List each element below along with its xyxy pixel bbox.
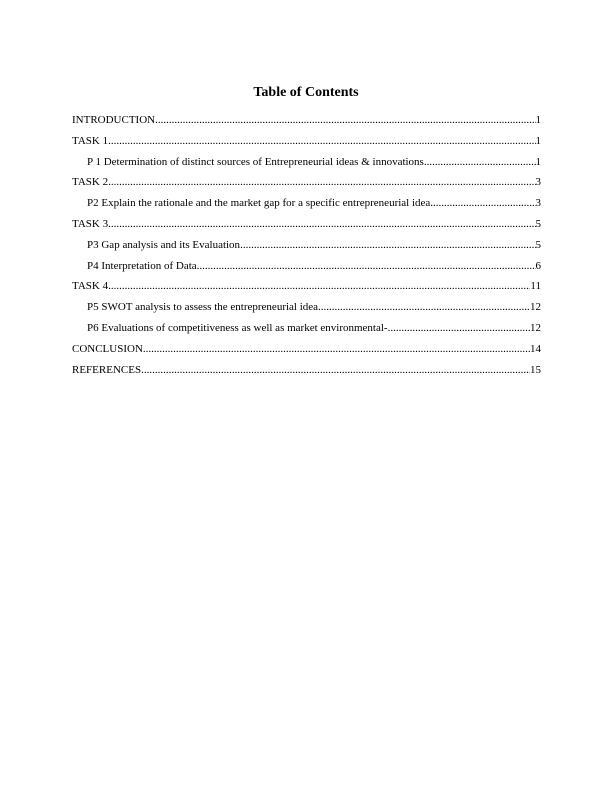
toc-dot-leader [108,175,535,189]
toc-entry-label: P3 Gap analysis and its Evaluation [87,238,241,251]
toc-entry-page: 11 [530,280,541,293]
toc-entry-label: TASK 3 [72,217,109,230]
toc-entry-page: 12 [530,321,541,334]
toc-dot-leader [318,300,530,314]
toc-entry-page: 12 [530,301,541,314]
toc-entry-task-4[interactable] [72,279,541,300]
toc-entry-label: CONCLUSION [72,342,143,355]
toc-entry-label: P5 SWOT analysis to assess the entrepreneurial idea [87,301,319,314]
toc-entry-page: 5 [535,238,541,251]
toc-entry-label: P2 Explain the rationale and the market gap for a specific entrepreneurial idea [87,197,431,210]
toc-entry-p2[interactable] [72,196,541,217]
toc-title: Table of Contents [253,85,359,100]
toc-entry-references[interactable] [72,363,541,384]
toc-dot-leader [108,279,530,293]
toc-entry-page: 3 [535,176,541,189]
toc-entry-page: 15 [530,363,541,376]
toc-entry-label: P 1 Determination of distinct sources of Entrepreneurial ideas & innovations [87,155,424,168]
toc-entry-task-3[interactable] [72,217,541,238]
toc-entry-p5[interactable] [72,300,541,321]
toc-entry-task-2[interactable] [72,175,541,196]
toc-entry-p3[interactable] [72,238,541,259]
toc-dot-leader [108,217,535,231]
toc-entry-page: 6 [535,259,541,272]
toc-dot-leader [143,342,530,356]
toc-entry-p1[interactable] [72,155,541,176]
toc-dot-leader [155,113,535,127]
toc-dot-leader [430,196,535,210]
toc-entry-task-1[interactable] [72,134,541,155]
toc-entry-page: 5 [535,217,541,230]
toc-entry-label: P4 Interpretation of Data [87,259,197,272]
toc-dot-leader [108,134,535,148]
toc-dot-leader [197,259,536,273]
toc-entry-label: TASK 1 [72,134,109,147]
toc-entry-p4[interactable] [72,259,541,280]
toc-entry-introduction[interactable] [72,113,541,134]
toc-dot-leader [424,155,536,169]
toc-dot-leader [240,238,535,252]
toc-entry-page: 1 [535,114,541,126]
toc-dot-leader [388,321,530,335]
toc-entry-label: TASK 4 [72,280,109,293]
toc-entry-page: 1 [535,155,541,168]
toc-entry-label: INTRODUCTION [72,114,156,126]
toc-entry-conclusion[interactable] [72,342,541,363]
toc-list [72,113,541,383]
toc-entry-page: 14 [530,342,541,355]
toc-entry-page: 1 [535,134,541,147]
toc-entry-label: REFERENCES [72,363,142,376]
toc-entry-p6[interactable] [72,321,541,342]
toc-entry-label: P6 Evaluations of competitiveness as well as market environmental- [87,321,388,334]
toc-entry-page: 3 [535,197,541,210]
toc-dot-leader [141,363,530,377]
toc-entry-label: TASK 2 [72,176,109,189]
